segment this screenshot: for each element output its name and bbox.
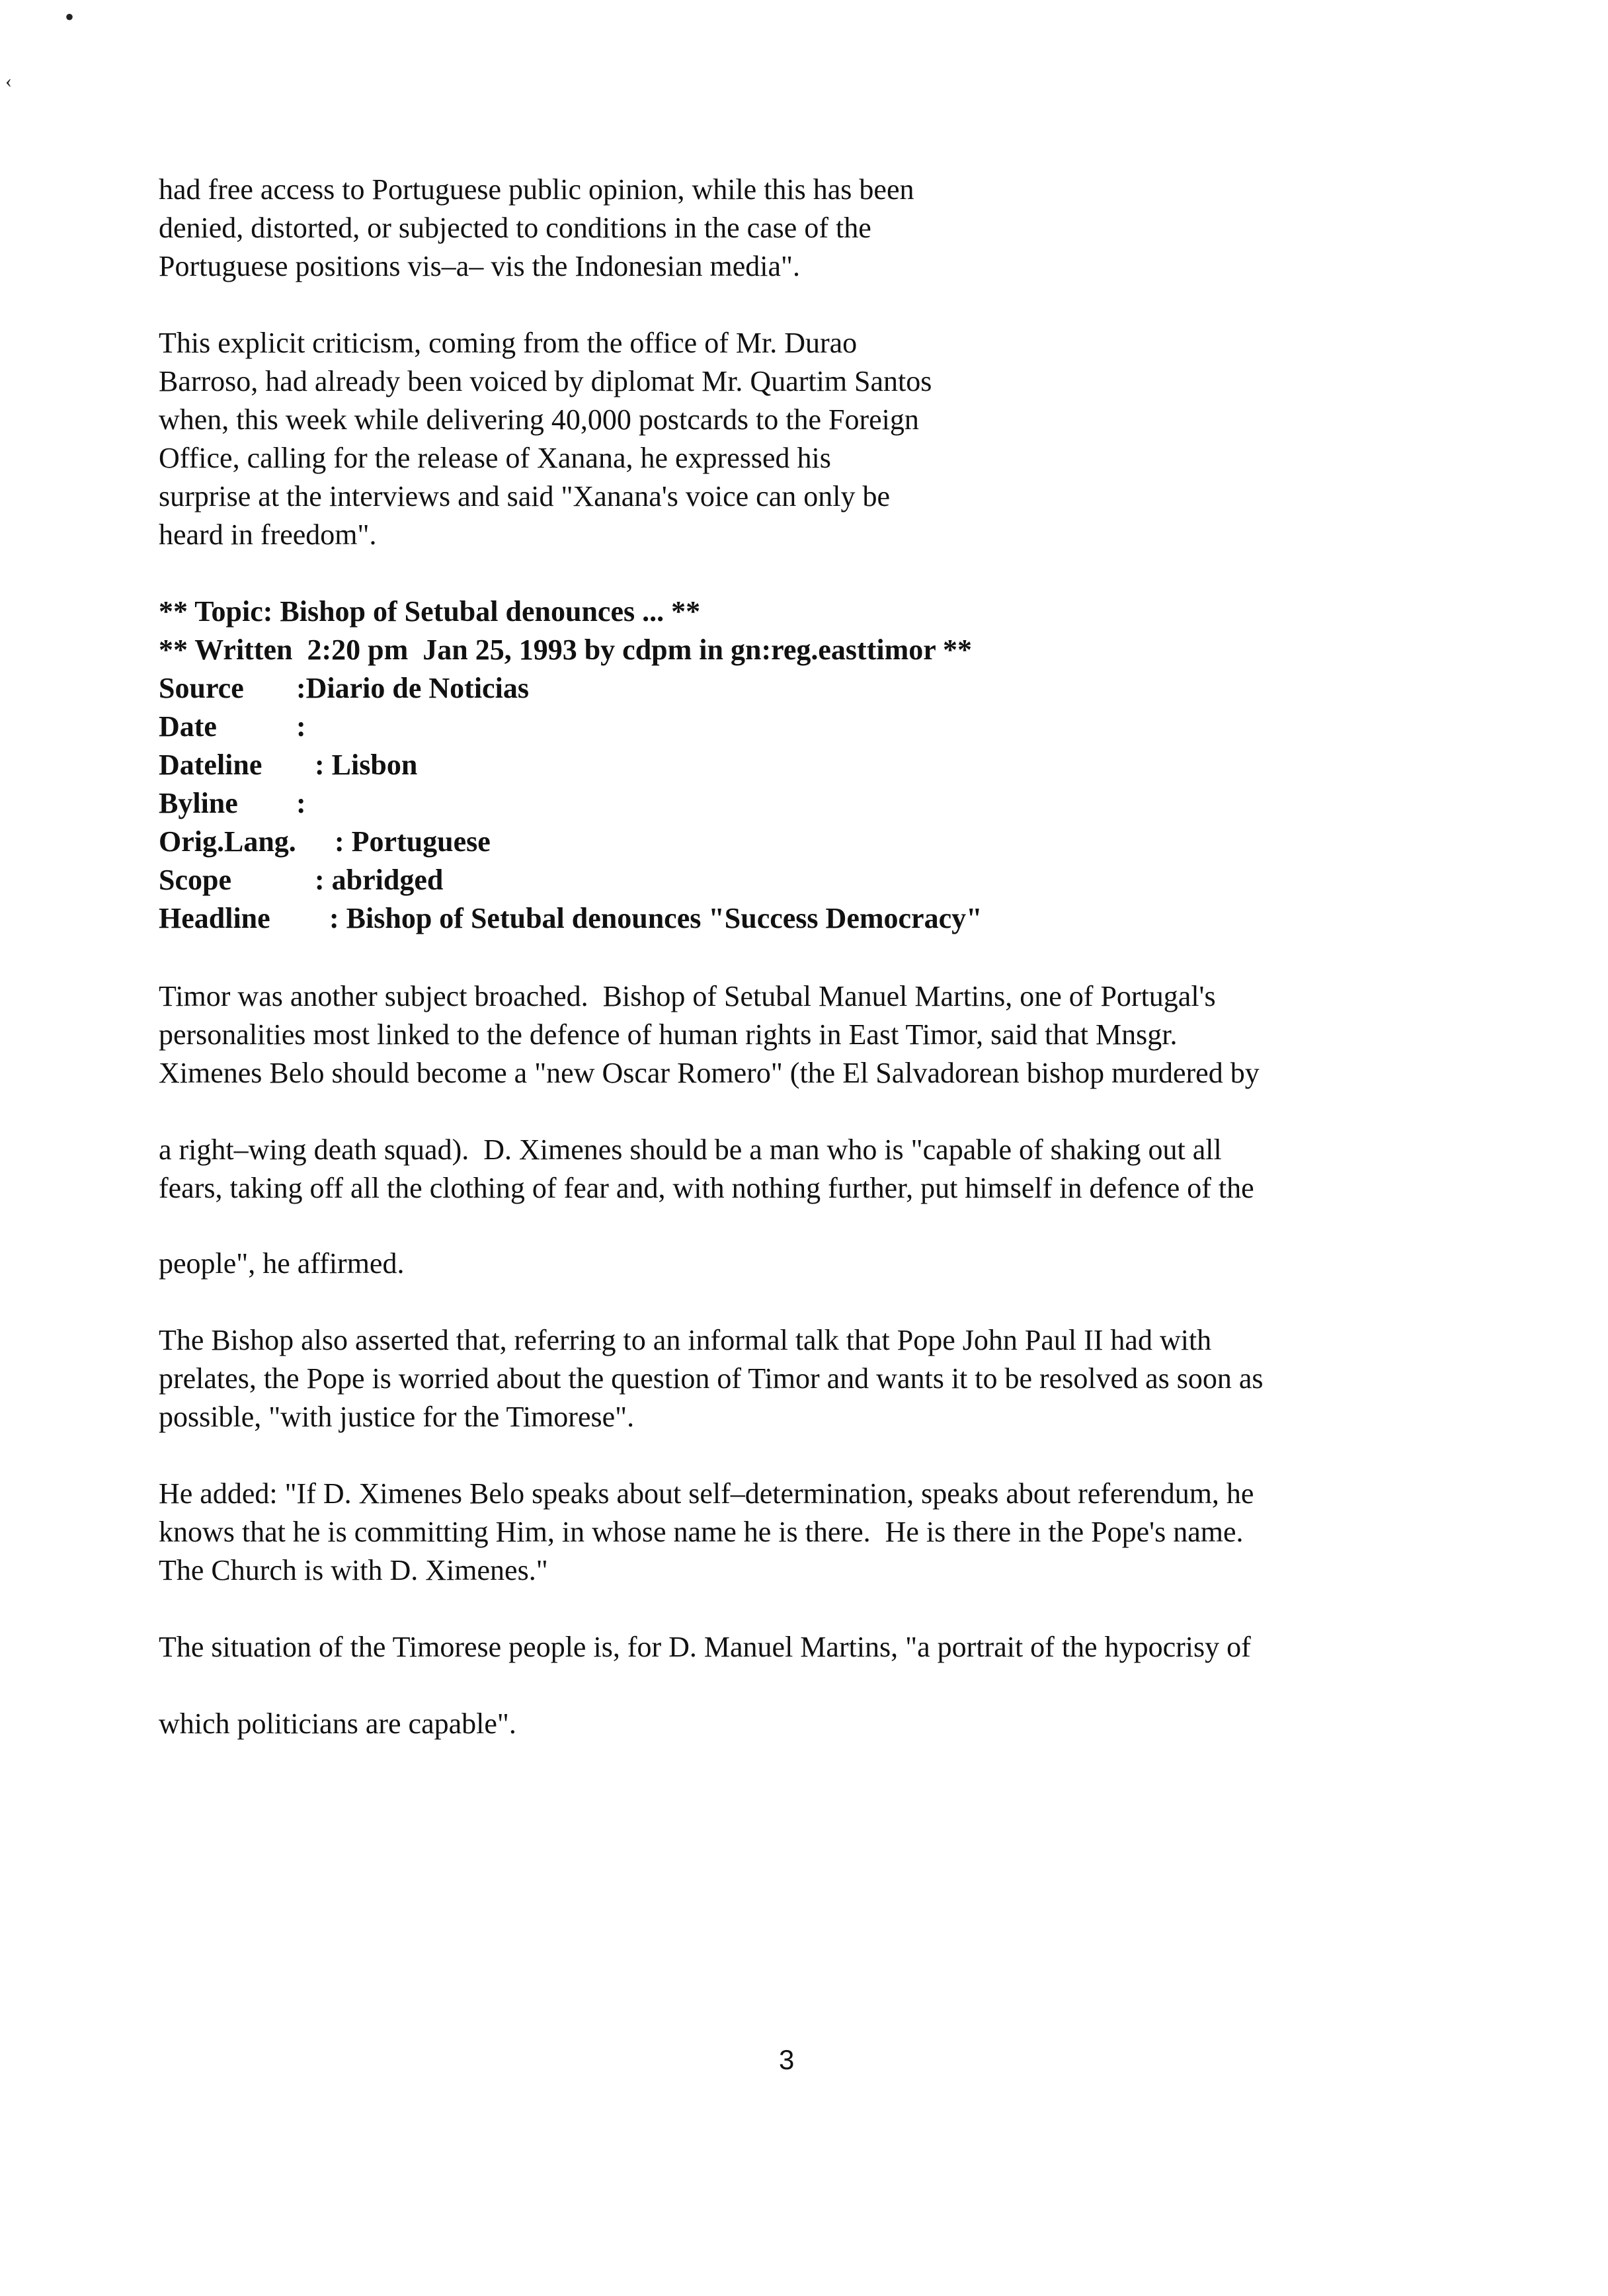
meta-value: : abridged xyxy=(315,864,444,896)
text-line: fears, taking off all the clothing of fear and, with nothing further, put himself in defence of the xyxy=(159,1172,1254,1204)
text-line: personalities most linked to the defence of human rights in East Timor, said that Mnsgr. xyxy=(159,1018,1178,1051)
text-line: The situation of the Timorese people is, for D. Manuel Martins, "a portrait of the hypocrisy of xyxy=(159,1631,1251,1663)
text-line: people", he affirmed. xyxy=(159,1247,405,1280)
meta-label: Scope xyxy=(159,864,231,896)
text-line: Timor was another subject broached. Bishop of Setubal Manuel Martins, one of Portugal's xyxy=(159,980,1216,1012)
text-line: had free access to Portuguese public opinion, while this has been xyxy=(159,173,914,206)
text-line: which politicians are capable". xyxy=(159,1707,516,1740)
text-line: The Church is with D. Ximenes." xyxy=(159,1554,548,1586)
meta-label: Orig.Lang. xyxy=(159,825,296,858)
text-line: denied, distorted, or subjected to conditions in the case of the xyxy=(159,212,871,244)
text-line: Office, calling for the release of Xanana, he expressed his xyxy=(159,442,831,474)
meta-value: : xyxy=(296,710,306,743)
scan-tick-mark: ‹ xyxy=(5,70,12,92)
text-line: heard in freedom". xyxy=(159,518,377,551)
meta-label: Dateline xyxy=(159,749,262,781)
meta-value: : Lisbon xyxy=(315,749,418,781)
meta-value: : xyxy=(296,787,306,819)
meta-label: Date xyxy=(159,710,217,743)
page-number: 3 xyxy=(779,2044,795,2075)
meta-value: : Portuguese xyxy=(335,825,491,858)
text-line: Ximenes Belo should become a "new Oscar Romero" (the El Salvadorean bishop murdered by xyxy=(159,1057,1260,1089)
written-line: ** Written 2:20 pm Jan 25, 1993 by cdpm in gn:reg.easttimor ** xyxy=(159,634,972,666)
text-line: He added: "If D. Ximenes Belo speaks about self–determination, speaks about referendum, he xyxy=(159,1477,1254,1510)
text-line: possible, "with justice for the Timorese". xyxy=(159,1401,635,1433)
text-line: Barroso, had already been voiced by diplomat Mr. Quartim Santos xyxy=(159,365,932,397)
text-line: knows that he is committing Him, in whose name he is there. He is there in the Pope's name. xyxy=(159,1516,1244,1548)
text-line: This explicit criticism, coming from the office of Mr. Durao xyxy=(159,327,858,359)
text-line: The Bishop also asserted that, referring to an informal talk that Pope John Paul II had with xyxy=(159,1324,1212,1356)
scan-dot-mark: • xyxy=(65,2,75,32)
meta-label: Source xyxy=(159,672,244,704)
text-line: prelates, the Pope is worried about the question of Timor and wants it to be resolved as soon as xyxy=(159,1362,1264,1395)
meta-label: Headline xyxy=(159,902,270,934)
text-line: surprise at the interviews and said "Xanana's voice can only be xyxy=(159,480,890,512)
meta-value: :Diario de Noticias xyxy=(296,672,529,704)
meta-value: : Bishop of Setubal denounces "Success Democracy" xyxy=(329,902,983,934)
text-line: when, this week while delivering 40,000 postcards to the Foreign xyxy=(159,403,919,436)
text-line: Portuguese positions vis–a– vis the Indonesian media". xyxy=(159,250,800,282)
text-line: a right–wing death squad). D. Ximenes should be a man who is "capable of shaking out all xyxy=(159,1133,1222,1166)
meta-label: Byline xyxy=(159,787,238,819)
topic-line: ** Topic: Bishop of Setubal denounces ... ** xyxy=(159,595,701,628)
